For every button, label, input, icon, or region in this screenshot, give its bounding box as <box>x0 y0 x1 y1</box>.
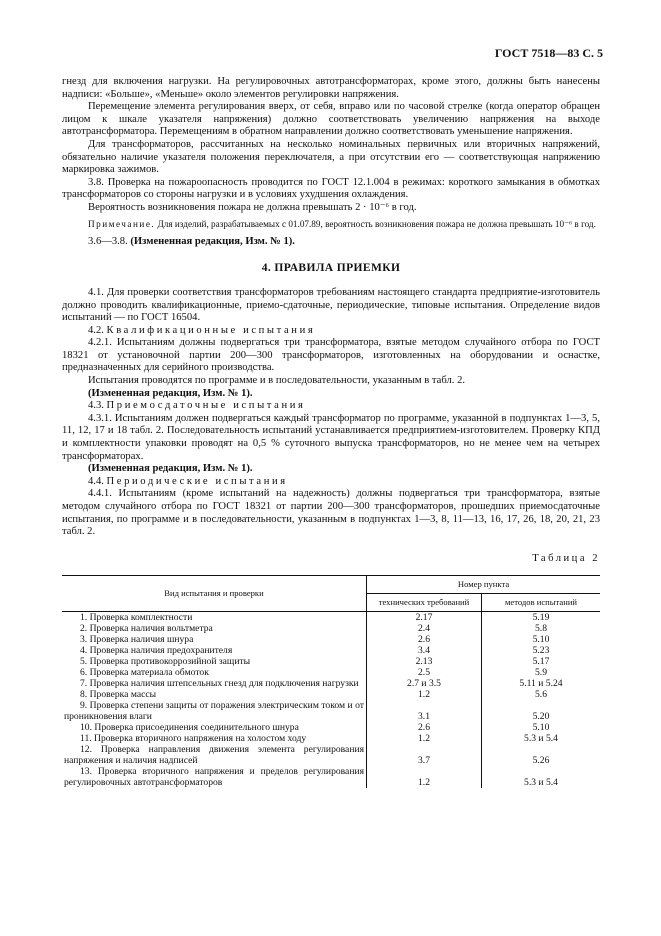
test-name-text: 3. Проверка наличия шнура <box>80 634 194 646</box>
table-row <box>62 667 600 678</box>
document-body <box>62 76 600 788</box>
subsection-heading <box>62 325 600 338</box>
cell-tech-requirement: 2.17 <box>367 612 482 624</box>
paragraph: 4.1. Для проверки соответствия трансформаторов требованиям настоящего стандарта предприятие-изготовитель должно проводить квалификационные, приемо-сдаточные, периодические, типовые испытания. Определение видов испытаний — по ГОСТ 16504. <box>62 286 600 324</box>
cell-test-method: 5.9 <box>535 667 547 679</box>
cell-test-method: 5.11 и 5.24 <box>519 678 563 690</box>
paragraph: 3.8. Проверка на пожароопасность проводится по ГОСТ 12.1.004 в режимах: короткого замыкания в обмотках трансформаторов со стороны нагрузки и в условиях ухудшения охлаждения. <box>62 176 600 201</box>
subsection-heading <box>62 400 600 413</box>
test-name-text: 2. Проверка наличия вольтметра <box>80 623 213 635</box>
column-group-header: Номер пункта <box>367 576 601 594</box>
test-name-text: 11. Проверка вторичного напряжения на холостом ходу <box>80 733 307 745</box>
column-header-tech-requirements: технических требований <box>367 594 482 612</box>
cell-test-method: 5.10 <box>532 634 550 646</box>
amendment-ref: 3.6—3.8. <box>88 235 128 247</box>
cell-tech-requirement: 2.13 <box>367 656 482 667</box>
cell-test-method: 5.23 <box>532 645 550 657</box>
test-name-text: 4. Проверка наличия предохранителя <box>80 645 233 657</box>
table-row <box>62 700 600 722</box>
cell-test-name <box>62 689 367 700</box>
subsection-title: Квалификационные испытания <box>106 324 316 336</box>
cell-test-name <box>62 612 367 624</box>
cell-tech-requirement: 2.6 <box>367 634 482 645</box>
test-name-text: 13. Проверка вторичного напряжения и пределов регулирования регулировочных автотрансформаторов <box>64 766 364 789</box>
test-name-text: 8. Проверка массы <box>80 689 157 701</box>
cell-test-name <box>62 667 367 678</box>
paragraph: Испытания проводятся по программе и в последовательности, указанным в табл. 2. <box>88 375 466 387</box>
table-row <box>62 645 600 656</box>
cell-tech-requirement: 2.7 и 3.5 <box>367 678 482 689</box>
table-row <box>62 656 600 667</box>
paragraph: Перемещение элемента регулирования вверх, от себя, вправо или по часовой стрелке (когда оператор обращен лицом к шкале указателя напряжения) должно соответствовать увеличению напряжения на выходе автотрансформатора. Перемещениям в обратном направлении должно соответствовать уменьшение напряжения. <box>62 101 600 138</box>
paragraph: 4.3.1. Испытаниям должен подвергаться каждый трансформатор по программе, указанной в подпунктах 1—3, 5, 11, 12, 17 и 18 табл. 2. Последовательность испытаний устанавливается предприятием-изготовителем. Проверку КПД и комплектности упаковки проводят на 0,5 % суточного выпуска трансформаторов, но не менее чем на четырех трансформаторах. <box>62 412 600 462</box>
paragraph: 4.2.1. Испытаниям должны подвергаться три трансформатора, взятые методом случайного отбора по ГОСТ 18321 от установочной партии 200—300 трансформаторов, изготовленных на оборудовании и оснастке, предназначенных для серийного производства. <box>62 337 600 374</box>
section-title: 4. ПРАВИЛА ПРИЕМКИ <box>261 262 401 275</box>
cell-test-name <box>62 656 367 667</box>
table-row <box>62 678 600 689</box>
cell-test-method: 5.3 и 5.4 <box>524 733 558 745</box>
test-name-text: 1. Проверка комплектности <box>80 612 193 624</box>
subsection-number: 4.4. <box>88 475 104 487</box>
table-body <box>62 612 600 789</box>
cell-test-name <box>62 700 367 722</box>
cell-test-name <box>62 733 367 744</box>
cell-test-name <box>62 645 367 656</box>
paragraph: Для трансформаторов, рассчитанных на несколько номинальных первичных или вторичных напряжений, обязательно наличие указателя положения переключателя, а при отсутствии его — соответствующая напряжению маркировка зажимов. <box>62 138 600 176</box>
table-row <box>62 722 600 733</box>
column-header-test-type: Вид испытания и проверки <box>62 576 367 612</box>
cell-test-name <box>62 722 367 733</box>
subsection-number: 4.2. <box>88 324 104 336</box>
cell-tech-requirement: 2.6 <box>367 722 482 733</box>
table-row <box>62 744 600 766</box>
table-row <box>62 733 600 744</box>
test-name-text: 5. Проверка противокоррозийной защиты <box>80 656 251 668</box>
cell-test-method: 5.8 <box>535 623 547 635</box>
cell-tech-requirement: 2.4 <box>367 623 482 634</box>
table-row <box>62 612 600 624</box>
note-text: Для изделий, разрабатываемых с 01.07.89, вероятность возникновения пожара не должна превышать 10⁻⁶ в год. <box>157 218 596 229</box>
note-label: Примечание. <box>88 218 156 229</box>
table-row <box>62 689 600 700</box>
cell-tech-requirement: 2.5 <box>367 667 482 678</box>
subsection-number: 4.3. <box>88 400 104 412</box>
test-name-text: 10. Проверка присоединения соединительного шнура <box>80 722 299 734</box>
subsection-heading <box>62 476 600 489</box>
cell-tech-requirement: 3.4 <box>367 645 482 656</box>
table-row <box>62 634 600 645</box>
amendment-text: (Измененная редакция, Изм. № 1). <box>130 235 295 247</box>
cell-test-name <box>62 766 367 788</box>
paragraph: гнезд для включения нагрузки. На регулировочных автотрансформаторах, кроме этого, должны быть нанесены надписи: «Больше», «Меньше» около элементов регулировки напряжения. <box>62 76 600 100</box>
cell-tech-requirement: 1.2 <box>367 766 482 788</box>
subsection-title: Приемосдаточные испытания <box>106 400 306 412</box>
tests-table <box>62 575 600 788</box>
cell-test-method: 5.26 <box>532 755 550 767</box>
test-name-text: 7. Проверка наличия штепсельных гнезд для подключения нагрузки <box>80 678 359 690</box>
cell-test-name <box>62 634 367 645</box>
cell-test-method: 5.6 <box>535 689 547 701</box>
note <box>62 219 600 230</box>
cell-test-name <box>62 623 367 634</box>
amendment-text: (Измененная редакция, Изм. № 1). <box>88 387 253 399</box>
cell-test-name <box>62 678 367 689</box>
cell-test-method: 5.19 <box>532 612 550 624</box>
paragraph: 4.4.1. Испытаниям (кроме испытаний на надежность) должны подвергаться три трансформатора, взятые методом случайного отбора по ГОСТ 18321 от партии 200—300 трансформаторов, прошедших приемосдаточные испытания, по программе и в последовательности, указанным в подпунктах 1—3, 8, 11—13, 16, 17, 26, 18, 20, 21, 23 табл. 2. <box>62 488 600 538</box>
column-header-test-methods: методов испытаний <box>482 594 601 612</box>
cell-test-method: 5.3 и 5.4 <box>524 777 558 789</box>
subsection-title: Периодические испытания <box>106 475 288 487</box>
test-name-text: 9. Проверка степени защиты от поражения электрическим током и от проникновения влаги <box>64 700 364 723</box>
table-row <box>62 766 600 788</box>
cell-test-method: 5.17 <box>532 656 550 668</box>
cell-test-method: 5.20 <box>532 711 550 723</box>
cell-tech-requirement: 3.7 <box>367 744 482 766</box>
cell-tech-requirement: 1.2 <box>367 689 482 700</box>
amendment-text: (Измененная редакция, Изм. № 1). <box>88 463 253 475</box>
test-name-text: 12. Проверка направления движения элемента регулирования напряжения и наличия надписей <box>64 744 364 767</box>
table-row <box>62 623 600 634</box>
test-name-text: 6. Проверка материала обмоток <box>80 667 209 679</box>
amendment-line <box>62 236 600 249</box>
table-caption: Таблица 2 <box>532 552 600 564</box>
cell-test-method: 5.10 <box>532 722 550 734</box>
cell-tech-requirement: 1.2 <box>367 733 482 744</box>
paragraph: Вероятность возникновения пожара не должна превышать 2 · 10⁻⁶ в год. <box>88 201 417 213</box>
cell-test-name <box>62 744 367 766</box>
page-header: ГОСТ 7518—83 С. 5 <box>494 46 603 60</box>
cell-tech-requirement: 3.1 <box>367 700 482 722</box>
